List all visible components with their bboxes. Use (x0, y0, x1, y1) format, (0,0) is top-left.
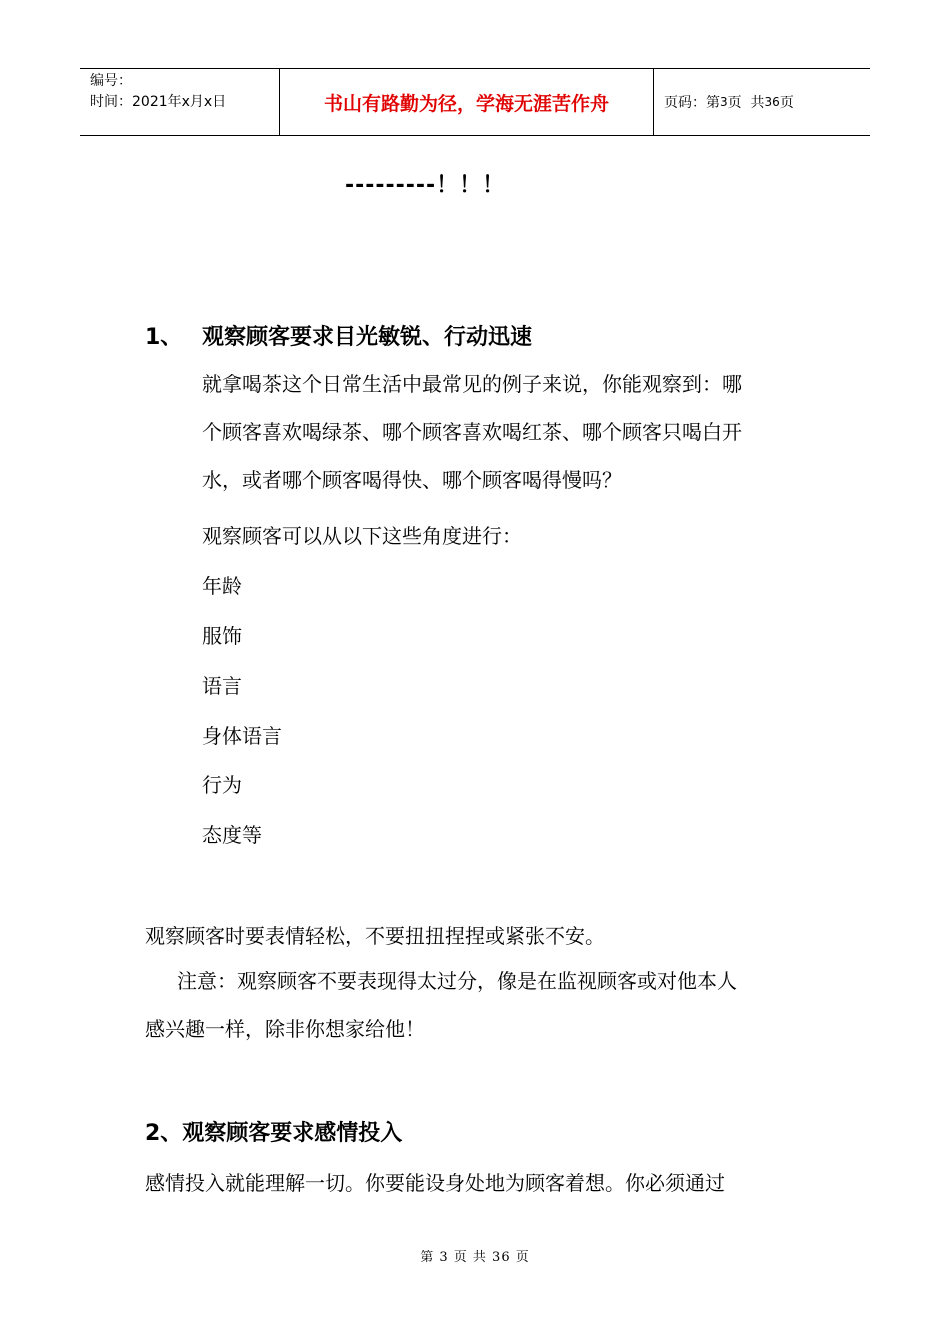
attention-note (145, 957, 737, 1053)
page-prefix: 页码：第 (664, 95, 720, 111)
page-current: 3 (720, 95, 728, 109)
list-item: 年龄 (202, 574, 242, 598)
paragraph-line: 水，或者哪个顾客喝得快、哪个顾客喝得慢吗？ (202, 468, 622, 492)
section1-number: 1、 (145, 325, 183, 350)
list-item: 服饰 (202, 624, 242, 648)
list-item: 语言 (202, 674, 242, 698)
page-suffix: 页 (779, 95, 794, 111)
page-total: 36 (764, 95, 780, 109)
header-motto: 书山有路勤为径，学海无涯苦作舟 (280, 69, 654, 135)
page-mid: 页 共 (727, 95, 765, 111)
observation-tip: 观察顾客时要表情轻松，不要扭扭捏捏或紧张不安。 (145, 924, 605, 948)
list-item: 态度等 (202, 823, 262, 847)
section1-title: 观察顾客要求目光敏锐、行动迅速 (202, 325, 533, 350)
document-number-label: 编号： (90, 73, 132, 89)
section1-paragraph (202, 360, 742, 504)
observation-intro: 观察顾客可以从以下这些角度进行： (202, 524, 522, 548)
header-page-indicator (654, 69, 870, 135)
list-item: 行为 (202, 773, 242, 797)
document-time-label: 时间：2021年x月x日 (90, 94, 227, 110)
separator-line: ---------！！！ (345, 173, 506, 198)
note-line: 注意：观察顾客不要表现得太过分，像是在监视顾客或对他本人 (177, 969, 737, 993)
paragraph-line: 就拿喝茶这个日常生活中最常见的例子来说，你能观察到：哪 (202, 372, 742, 396)
note-line: 感兴趣一样，除非你想家给他！ (145, 1017, 425, 1041)
header-info-cell (80, 69, 280, 135)
paragraph-line: 个顾客喜欢喝绿茶、哪个顾客喜欢喝红茶、哪个顾客只喝白开 (202, 420, 742, 444)
page-header (80, 68, 870, 136)
section2-title: 2、观察顾客要求感情投入 (145, 1121, 403, 1146)
page-footer: 第 3 页 共 36 页 (420, 1250, 530, 1265)
section2-first-line: 感情投入就能理解一切。你要能设身处地为顾客着想。你必须通过 (145, 1171, 725, 1195)
list-item: 身体语言 (202, 724, 282, 748)
